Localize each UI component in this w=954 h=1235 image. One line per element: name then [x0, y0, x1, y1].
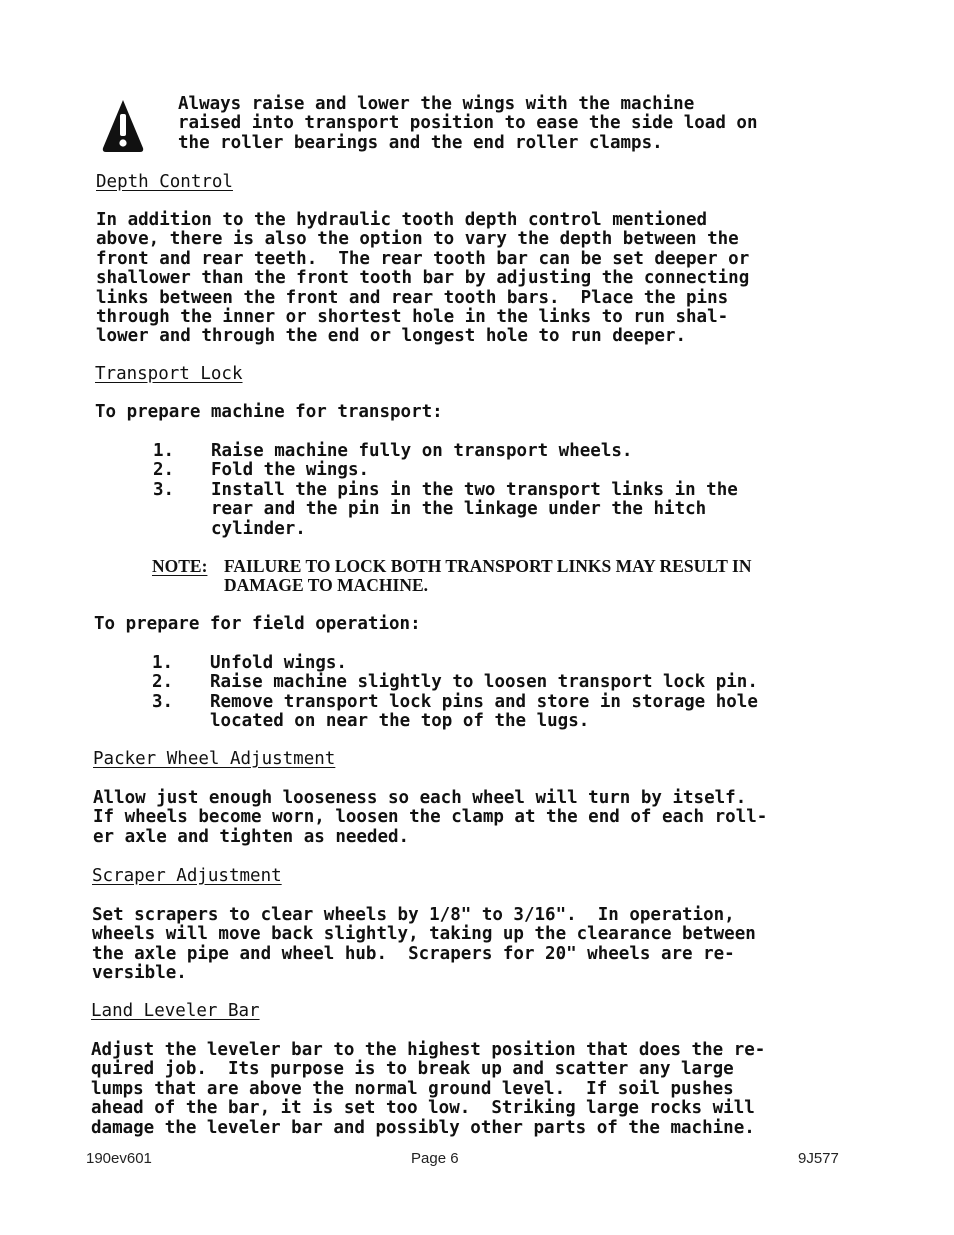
body-line: the axle pipe and wheel hub. Scrapers for 20" wheels are re-: [92, 943, 735, 964]
scraper-heading: [92, 867, 282, 886]
note-line: FAILURE TO LOCK BOTH TRANSPORT LINKS MAY RESULT IN: [224, 556, 752, 576]
body-line: lower and through the end or longest hole to run deeper.: [96, 326, 687, 347]
step-text: cylinder.: [211, 518, 306, 539]
land-leveler-heading: [91, 1002, 260, 1021]
transport-lock-heading: [95, 365, 243, 384]
body-line: Allow just enough looseness so each wheel will turn by itself.: [93, 788, 747, 808]
footer-page-number: Page 6: [411, 1150, 459, 1167]
body-line: er axle and tighten as needed.: [93, 826, 410, 847]
section-heading: Packer Wheel Adjustment: [93, 749, 336, 769]
step-number: 3.: [152, 691, 174, 712]
note-line: DAMAGE TO MACHINE.: [224, 575, 429, 596]
body-line: lumps that are above the normal ground level. If soil pushes: [91, 1078, 734, 1099]
step-number: 1.: [153, 441, 175, 461]
step-number: 2.: [153, 460, 175, 481]
warning-text: [178, 95, 757, 153]
body-line: shallower than the front tooth bar by adjusting the connecting: [96, 268, 750, 289]
footer-part-number: 9J577: [798, 1150, 839, 1167]
step-number: 1.: [152, 653, 174, 673]
body-line: If wheels become worn, loosen the clamp at the end of each roll-: [93, 807, 768, 828]
body-line: In addition to the hydraulic tooth depth control mentioned: [96, 210, 708, 230]
body-line: Set scrapers to clear wheels by 1/8" to 3/16". In operation,: [92, 905, 735, 925]
step-text: Raise machine slightly to loosen transport lock pin.: [210, 672, 758, 693]
body-line: Adjust the leveler bar to the highest position that does the re-: [91, 1040, 766, 1060]
warning-line: the roller bearings and the end roller clamps.: [178, 132, 663, 153]
body-line: front and rear teeth. The rear tooth bar can be set deeper or: [96, 248, 750, 269]
scraper-body: [92, 906, 756, 984]
body-line: versible.: [92, 963, 187, 984]
body-line: above, there is also the option to vary the depth between the: [96, 229, 739, 250]
depth-control-body: [96, 211, 749, 347]
step-text: Install the pins in the two transport links in the: [211, 479, 738, 500]
list-item: [153, 461, 853, 480]
note-block: [152, 556, 852, 596]
body-line: ahead of the bar, it is set too low. Striking large rocks will: [91, 1098, 755, 1119]
section-heading: Scraper Adjustment: [92, 866, 282, 886]
land-leveler-body: [91, 1041, 765, 1138]
warning-line: raised into transport position to ease the side load on: [178, 113, 758, 134]
step-text: located on near the top of the lugs.: [210, 711, 590, 732]
step-number: 3.: [153, 479, 175, 500]
section-heading: Land Leveler Bar: [91, 1001, 260, 1021]
depth-control-heading: [96, 173, 233, 192]
step-text: Remove transport lock pins and store in storage hole: [210, 691, 758, 712]
step-text: Unfold wings.: [210, 653, 347, 673]
section-heading: Depth Control: [96, 172, 233, 192]
section-heading: Transport Lock: [95, 364, 243, 384]
step-number: 2.: [152, 672, 174, 693]
step-text: Raise machine fully on transport wheels.: [211, 441, 633, 461]
step-text: Fold the wings.: [211, 460, 370, 481]
body-line: links between the front and rear tooth bars. Place the pins: [96, 287, 729, 308]
packer-wheel-heading: [93, 750, 335, 769]
list-item: [152, 673, 852, 692]
body-line: wheels will move back slightly, taking up the clearance between: [92, 924, 756, 945]
field-intro: To prepare for field operation:: [94, 614, 421, 634]
list-item: [152, 654, 852, 673]
packer-wheel-body: [93, 789, 767, 847]
body-line: quired job. Its purpose is to break up and scatter any large: [91, 1059, 734, 1080]
body-line: through the inner or shortest hole in the links to run shal-: [96, 307, 729, 328]
list-item: [153, 442, 853, 461]
list-item: [152, 693, 852, 732]
warning-line: Always raise and lower the wings with the machine: [178, 94, 695, 114]
transport-intro: To prepare machine for transport:: [95, 402, 443, 422]
field-steps: [152, 654, 852, 732]
transport-steps: [153, 442, 853, 539]
footer-document-id: 190ev601: [86, 1150, 152, 1167]
list-item: [153, 481, 853, 539]
warning-icon: [101, 98, 145, 154]
note-label: NOTE:: [152, 556, 208, 576]
step-text: rear and the pin in the linkage under the hitch: [211, 499, 707, 520]
body-line: damage the leveler bar and possibly other parts of the machine.: [91, 1117, 755, 1138]
